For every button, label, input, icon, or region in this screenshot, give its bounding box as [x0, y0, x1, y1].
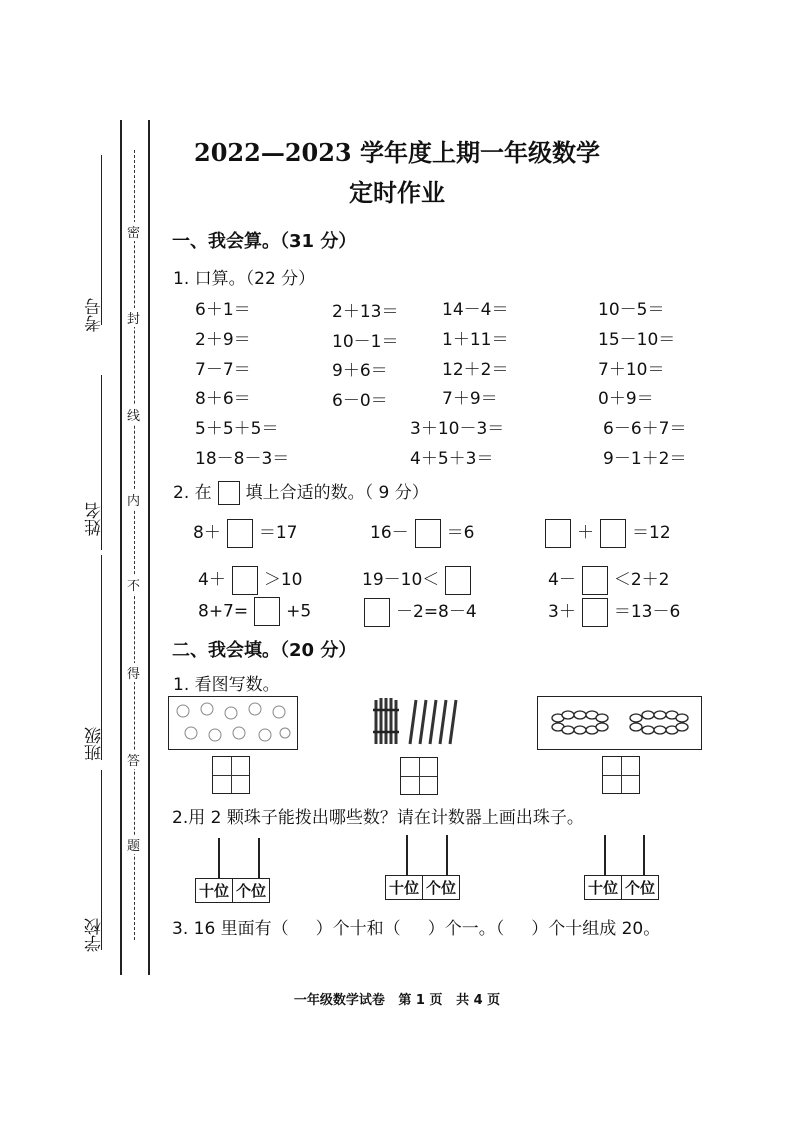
oral-item: 6＋1＝: [195, 300, 251, 320]
question-label: 3. 16 里面有（ ）个十和（ ）个一。（ ）个十组成 20。: [172, 919, 661, 939]
oral-item: 7＋9＝: [442, 389, 498, 409]
seal-char: 密: [127, 222, 140, 241]
section-heading: 二、我会填。（20 分）: [172, 640, 357, 661]
binding-line-inner: [148, 120, 150, 975]
fill-item: 3＋ ＝13－6: [548, 597, 680, 627]
question-label: 2. 在 填上合适的数。（ 9 分）: [173, 483, 429, 503]
abacus-base: 十位 个位: [195, 878, 270, 903]
seal-char: 线: [127, 405, 140, 424]
oral-item: 2＋9＝: [195, 330, 251, 350]
oral-item: 6－0＝: [332, 391, 388, 411]
oral-item: 12＋2＝: [442, 360, 509, 380]
abacus-rod[interactable]: [446, 835, 448, 875]
oral-item: 15－10＝: [598, 330, 676, 350]
oral-item: 7－7＝: [195, 360, 251, 380]
oral-item: 14－4＝: [442, 300, 509, 320]
flowers-picture: [168, 696, 298, 750]
answer-box[interactable]: [254, 597, 280, 626]
answer-box[interactable]: [545, 519, 571, 548]
page-subtitle: 定时作业: [349, 178, 445, 207]
answer-box[interactable]: [227, 519, 253, 548]
abacus-rod[interactable]: [218, 838, 220, 878]
fill-item: 4＋ ＞10: [198, 565, 302, 595]
answer-box[interactable]: [364, 598, 390, 627]
bead-groups-icon: [538, 697, 701, 749]
answer-box[interactable]: [582, 598, 608, 627]
beads-picture: [537, 696, 702, 750]
oral-item: 6－6＋7＝: [603, 419, 687, 439]
flower-cluster-icon: [169, 697, 297, 749]
oral-item: 8＋6＝: [195, 389, 251, 409]
oral-item: 9－1＋2＝: [603, 449, 687, 469]
oral-item: 3＋10－3＝: [410, 419, 505, 439]
answer-grid[interactable]: [212, 756, 250, 794]
oral-item: 10－1＝: [332, 332, 399, 352]
binding-line-outer: [120, 120, 122, 975]
answer-grid[interactable]: [400, 757, 438, 795]
label-school: 学校: [85, 918, 105, 952]
seal-char: 内: [127, 490, 140, 509]
label-name: 姓名: [85, 502, 105, 536]
seal-char: 不: [127, 575, 140, 594]
abacus-rod[interactable]: [406, 835, 408, 875]
oral-item: 4＋5＋3＝: [410, 449, 494, 469]
oral-item: 9＋6＝: [332, 361, 388, 381]
answer-box-icon: [218, 481, 240, 505]
abacus-rod[interactable]: [258, 838, 260, 878]
answer-box[interactable]: [445, 566, 471, 595]
abacus-rod[interactable]: [604, 835, 606, 875]
answer-grid[interactable]: [602, 756, 640, 794]
oral-item: 0＋9＝: [598, 389, 654, 409]
oral-item: 5＋5＋5＝: [195, 419, 279, 439]
oral-item: 10－5＝: [598, 300, 665, 320]
question-label: 1. 看图写数。: [173, 675, 280, 695]
seal-char: 封: [127, 308, 140, 327]
oral-item: 7＋10＝: [598, 360, 665, 380]
answer-box[interactable]: [415, 519, 441, 548]
fill-item: ＋ ＝12: [539, 518, 671, 548]
label-exam-number: 考号: [85, 298, 105, 332]
fill-item: 4－ ＜2＋2: [548, 565, 669, 595]
oral-item: 2＋13＝: [332, 302, 399, 322]
answer-box[interactable]: [232, 566, 258, 595]
question-label: 2.用 2 颗珠子能拨出哪些数？请在计数器上画出珠子。: [172, 808, 584, 828]
seal-char: 得: [127, 663, 140, 682]
fill-item: 8+7= +5: [198, 597, 311, 626]
question-label: 1. 口算。（22 分）: [173, 269, 316, 289]
abacus-base: 十位 个位: [385, 875, 460, 900]
page-footer: 一年级数学试卷 第 1 页 共 4 页: [293, 993, 501, 1008]
answer-box[interactable]: [600, 519, 626, 548]
binding-dashed-line: [134, 150, 135, 940]
section-heading: 一、我会算。（31 分）: [172, 231, 357, 252]
seal-char: 题: [127, 835, 140, 854]
oral-item: 18－8－3＝: [195, 449, 290, 469]
fill-item: 16－ ＝6: [370, 518, 474, 548]
answer-box[interactable]: [582, 566, 608, 595]
stick-bundle-icon: [370, 694, 470, 748]
fill-item: －2=8－4: [358, 597, 477, 627]
abacus-base: 十位 个位: [584, 875, 659, 900]
fill-item: 19－10＜: [362, 565, 477, 595]
page-title: 2022—2023 学年度上期一年级数学: [194, 138, 600, 167]
seal-char: 答: [127, 750, 140, 769]
abacus-rod[interactable]: [643, 835, 645, 875]
label-class: 班级: [85, 727, 105, 761]
oral-item: 1＋11＝: [442, 330, 509, 350]
fill-item: 8＋ ＝17: [193, 518, 297, 548]
